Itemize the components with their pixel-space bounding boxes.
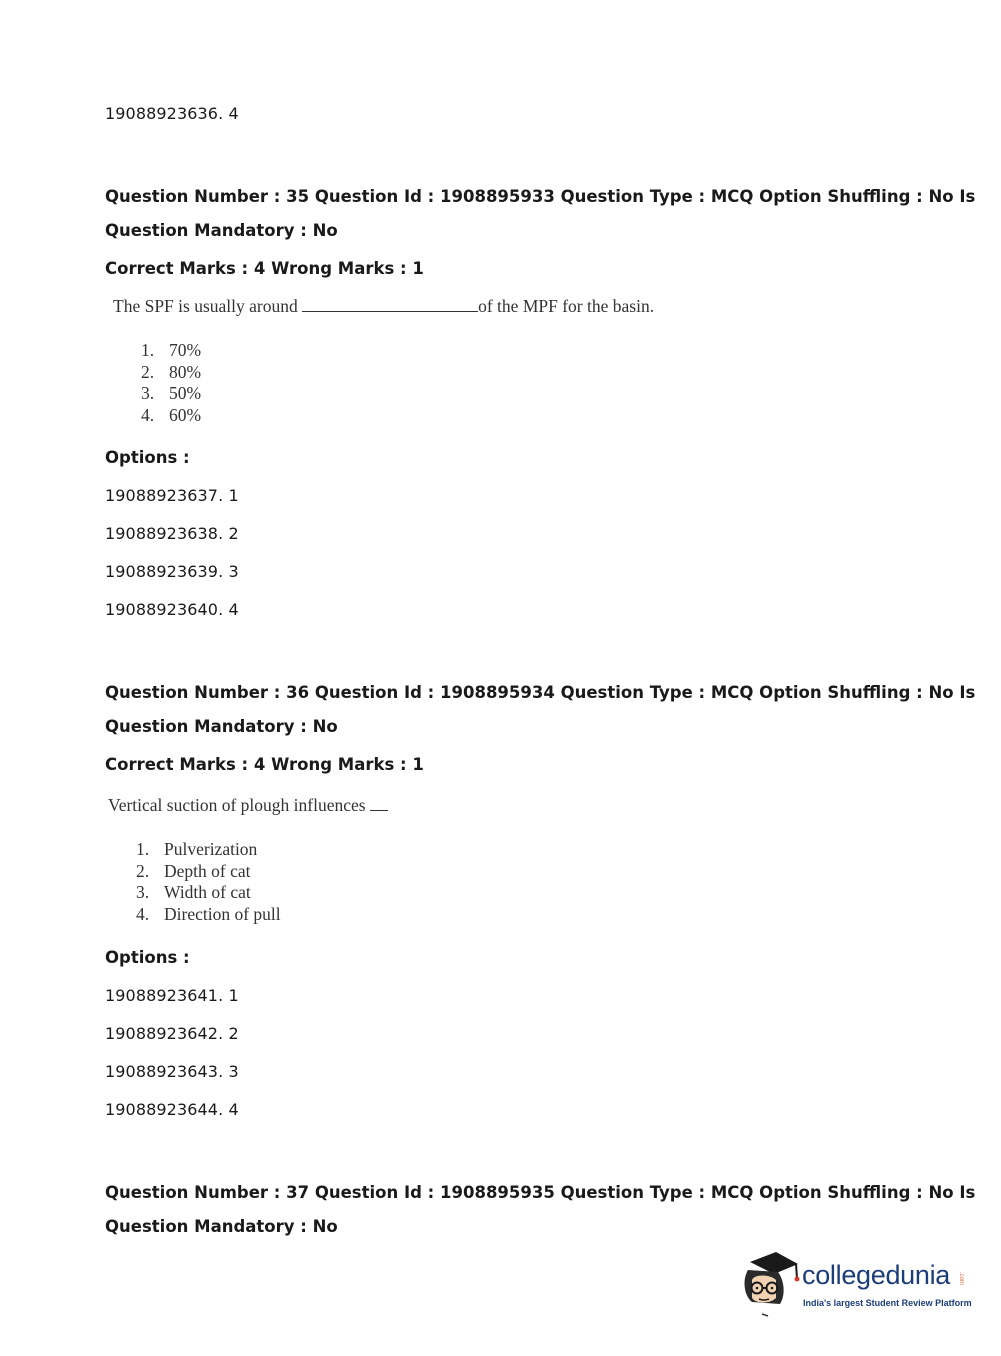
question-37-mandatory: Question Mandatory : No <box>105 1217 338 1236</box>
option-line: 19088923641. 1 <box>105 986 239 1005</box>
logo-suffix: .com <box>958 1272 964 1286</box>
option-line: 19088923638. 2 <box>105 524 239 543</box>
choice-item: 4. 60% <box>141 404 202 425</box>
question-35-mandatory: Question Mandatory : No <box>105 221 338 240</box>
logo-tagline: India's largest Student Review Platform <box>803 1298 972 1308</box>
mascot-icon <box>740 1250 800 1320</box>
option-line: 19088923636. 4 <box>105 104 239 123</box>
option-line: 19088923642. 2 <box>105 1024 239 1043</box>
option-line: 19088923640. 4 <box>105 600 239 619</box>
choice-item: 3. 50% <box>141 383 202 403</box>
question-35-header: Question Number : 35 Question Id : 1908895933 Question Type : MCQ Option Shuffling : No Is <box>105 187 976 206</box>
option-line: 19088923643. 3 <box>105 1062 239 1081</box>
question-35-marks: Correct Marks : 4 Wrong Marks : 1 <box>105 259 424 278</box>
question-36-mandatory: Question Mandatory : No <box>105 717 338 736</box>
question-35-stem-before: The SPF is usually around <box>113 296 303 316</box>
choice-item: 2. 80% <box>141 361 202 382</box>
choice-item: 1. 70% <box>141 340 202 360</box>
question-36-header: Question Number : 36 Question Id : 1908895934 Question Type : MCQ Option Shuffling : No Is <box>105 683 976 702</box>
choice-item: 4. Direction of pull <box>136 903 281 924</box>
question-36-choices <box>136 839 281 925</box>
answer-blank <box>370 796 388 811</box>
choice-item: 2. Depth of cat <box>136 860 251 881</box>
option-line: 19088923644. 4 <box>105 1100 239 1119</box>
options-label: Options : <box>105 448 190 467</box>
question-36-marks: Correct Marks : 4 Wrong Marks : 1 <box>105 755 424 774</box>
question-35-choices <box>141 340 201 426</box>
answer-blank <box>302 297 478 312</box>
collegedunia-logo <box>740 1250 975 1320</box>
options-label: Options : <box>105 948 190 967</box>
question-36-stem-before: Vertical suction of plough influences <box>108 795 370 815</box>
choice-item: 1. Pulverization <box>136 839 258 859</box>
question-36-stem <box>108 795 388 816</box>
choice-item: 3. Width of cat <box>136 882 251 902</box>
question-37-header: Question Number : 37 Question Id : 1908895935 Question Type : MCQ Option Shuffling : No Is <box>105 1183 976 1202</box>
option-line: 19088923639. 3 <box>105 562 239 581</box>
question-35-stem <box>113 296 654 317</box>
option-line: 19088923637. 1 <box>105 486 239 505</box>
question-35-stem-after: of the MPF for the basin. <box>478 296 655 316</box>
logo-wordmark: collegedunia <box>802 1260 951 1290</box>
